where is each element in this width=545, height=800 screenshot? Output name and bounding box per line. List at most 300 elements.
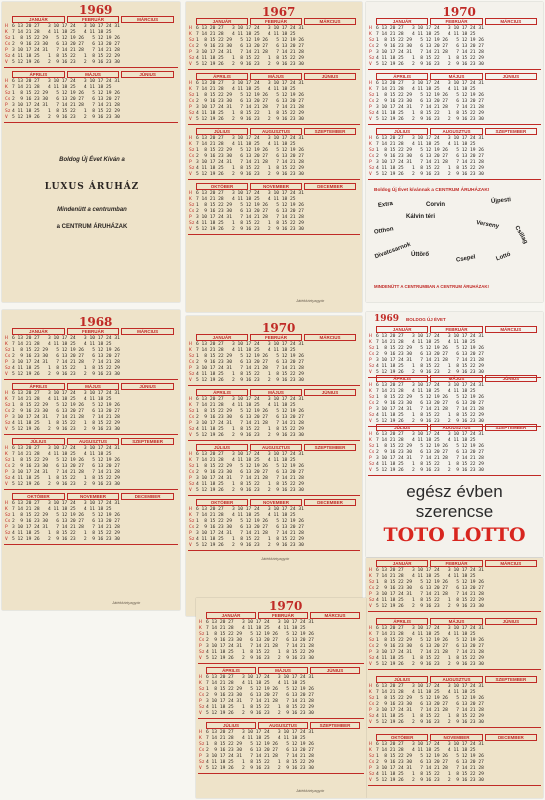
date-row: 4 11 18 25 1 8 15 22 1 8 15 22 29 [12,421,120,426]
date-grid [12,24,120,66]
month-header: OKTÓBER [196,183,248,190]
month-header: AUGUSZTUS [258,722,308,729]
slogan-line-1: egész évben [406,482,503,501]
month-header: DECEMBER [304,183,356,190]
month-header: JÚNIUS [485,73,537,80]
date-row: 7 14 21 28 4 11 18 25 4 11 18 25 [206,626,306,631]
weekday-letter: P [189,160,192,165]
month-header: FEBRUÁR [67,16,120,23]
month-header: FEBRUÁR [430,18,482,25]
calendar-card-1969-luxus [2,2,180,302]
store-name-word: Extra [377,200,394,210]
store-name-word: Otthon [373,226,395,236]
date-row: 5 12 19 26 2 9 16 23 2 9 16 23 30 [196,488,304,493]
calendar-year: 1970 [269,599,303,613]
maker-label: Játékkártyagyár [261,556,290,561]
month-header: JANUÁR [12,328,65,335]
date-grid [196,452,304,494]
month-header: JÚNIUS [121,383,174,390]
weekday-letter: Cs [199,748,205,753]
weekday-letter: H [369,432,372,437]
date-row: 2 9 16 23 30 6 13 20 27 6 13 20 27 [12,519,120,524]
weekday-letter: K [369,142,372,147]
date-row: 6 13 20 27 3 10 17 24 3 10 17 24 31 [376,626,484,631]
date-row: 1 8 15 22 29 5 12 19 26 5 12 19 26 [376,696,484,701]
date-grid [196,136,304,178]
date-row: 4 11 18 25 1 8 15 22 1 8 15 22 29 [206,650,314,655]
weekday-letter: P [199,754,202,759]
weekday-letter: K [5,507,8,512]
weekday-letter: Cs [5,409,11,414]
weekday-letter: K [5,342,8,347]
weekday-column [189,397,195,439]
weekday-letter: Cs [369,352,375,357]
weekday-letter: V [369,419,372,424]
month-header: ÁPRILIS [196,73,248,80]
date-row: 7 14 21 28 4 11 18 25 4 11 18 25 [206,681,306,686]
date-row: 3 10 17 24 31 7 14 21 28 7 14 21 28 [196,105,304,110]
weekday-letter: V [189,62,192,67]
month-header: NOVEMBER [67,493,120,500]
weekday-column [369,383,375,425]
date-row: 1 8 15 22 29 5 12 19 26 5 12 19 26 [376,395,484,400]
weekday-letter: Cs [369,44,375,49]
weekday-letter: K [369,632,372,637]
weekday-letter: P [5,48,8,53]
date-row: 4 11 18 25 1 8 15 22 1 8 15 22 29 [196,372,304,377]
date-row: 5 12 19 26 2 9 16 23 2 9 16 23 30 [196,117,304,122]
weekday-column [5,24,11,66]
weekday-letter: Cs [189,99,195,104]
calendar-year: 1968 [79,315,113,329]
month-header: JÚNIUS [485,618,537,625]
divider [188,69,360,70]
weekday-letter: V [199,711,202,716]
date-row: 5 12 19 26 2 9 16 23 2 9 16 23 30 [206,656,314,661]
month-header: MÁJUS [258,667,308,674]
month-header: ÁPRILIS [376,618,428,625]
weekday-column [189,81,195,123]
weekday-letter: K [369,438,372,443]
weekday-letter: V [369,468,372,473]
month-header: SZEPTEMBER [304,128,356,135]
date-row: 6 13 20 27 3 10 17 24 3 10 17 24 31 [196,26,304,31]
date-row: 6 13 20 27 3 10 17 24 3 10 17 24 31 [376,742,484,747]
weekday-letter: Sz [369,714,375,719]
weekday-letter: Sz [199,687,205,692]
weekday-letter: Cs [189,360,195,365]
weekday-letter: P [369,358,372,363]
date-row: 3 10 17 24 31 7 14 21 28 7 14 21 28 [376,708,484,713]
weekday-letter: Sz [189,482,195,487]
date-row: 6 13 20 27 3 10 17 24 3 10 17 24 31 [12,391,120,396]
month-header: JÚNIUS [304,389,356,396]
weekday-letter: Sz [369,638,375,643]
date-row: 1 8 15 22 29 5 12 19 26 5 12 19 26 [196,354,304,359]
weekday-letter: Sz [189,464,195,469]
month-header: SZEPTEMBER [304,444,356,451]
date-row: 3 10 17 24 31 7 14 21 28 7 14 21 28 [206,699,314,704]
month-header: FEBRUÁR [430,326,482,333]
date-row: 5 12 19 26 2 9 16 23 2 9 16 23 30 [12,537,120,542]
weekday-letter: V [189,543,192,548]
date-row: 1 8 15 22 29 5 12 19 26 5 12 19 26 [376,444,484,449]
weekday-letter: H [189,507,192,512]
weekday-column [369,626,375,668]
weekday-letter: Sz [369,754,375,759]
month-header: AUGUSZTUS [430,676,482,683]
weekday-letter: Sz [5,366,11,371]
weekday-letter: Sz [189,409,195,414]
weekday-letter: H [199,675,202,680]
weekday-letter: Cs [369,760,375,765]
weekday-column [369,432,375,474]
weekday-letter: Sz [199,742,205,747]
weekday-letter: Sz [189,537,195,542]
date-grid [196,191,304,233]
weekday-letter: K [5,30,8,35]
month-header: FEBRUÁR [250,18,302,25]
divider [4,544,178,545]
maker-label: Játékkártyagyár [112,600,141,605]
weekday-letter: P [369,160,372,165]
weekday-letter: V [5,60,8,65]
weekday-letter: K [369,389,372,394]
weekday-letter: Cs [369,154,375,159]
month-header: ÁPRILIS [376,375,428,382]
weekday-letter: Sz [5,421,11,426]
weekday-letter: K [369,32,372,37]
weekday-letter: Sz [5,476,11,481]
weekday-letter: P [189,531,192,536]
date-row: 7 14 21 28 4 11 18 25 4 11 18 25 [196,87,296,92]
divider [188,124,360,125]
date-row: 6 13 20 27 3 10 17 24 3 10 17 24 31 [376,26,484,31]
weekday-column [199,730,205,772]
month-header: JÚNIUS [310,667,360,674]
divider [368,669,541,670]
weekday-letter: P [189,421,192,426]
date-row: 4 11 18 25 1 8 15 22 1 8 15 22 29 [196,56,304,61]
weekday-letter: Cs [189,209,195,214]
calendar-card-1968 [2,310,180,610]
weekday-letter: K [199,736,202,741]
month-header: MÁJUS [430,375,482,382]
weekday-letter: Sz [189,427,195,432]
date-row: 5 12 19 26 2 9 16 23 2 9 16 23 30 [196,227,304,232]
date-grid [376,684,484,726]
date-row: 2 9 16 23 30 6 13 20 27 6 13 20 27 [376,99,484,104]
month-header: NOVEMBER [250,499,302,506]
weekday-letter: H [189,452,192,457]
weekday-letter: Sz [5,109,11,114]
date-row: 1 8 15 22 29 5 12 19 26 5 12 19 26 [196,464,304,469]
date-row: 3 10 17 24 31 7 14 21 28 7 14 21 28 [206,644,314,649]
date-grid [196,81,304,123]
month-header: SZEPTEMBER [485,676,537,683]
date-row: 7 14 21 28 4 11 18 25 4 11 18 25 [376,32,476,37]
weekday-column [5,391,11,433]
weekday-letter: P [369,708,372,713]
weekday-letter: H [189,81,192,86]
calendar-year: 1970 [262,321,296,335]
date-row: 5 12 19 26 2 9 16 23 2 9 16 23 30 [376,778,484,783]
weekday-letter: H [189,397,192,402]
month-header: JANUÁR [376,326,428,333]
date-row: 4 11 18 25 1 8 15 22 1 8 15 22 29 [376,166,484,171]
divider [4,379,178,380]
date-row: 6 13 20 27 3 10 17 24 3 10 17 24 31 [376,684,484,689]
divider [368,179,541,180]
month-header: FEBRUÁR [258,612,308,619]
calendar-card-1969-toto-lotto [366,312,543,557]
date-row: 3 10 17 24 31 7 14 21 28 7 14 21 28 [376,160,484,165]
date-row: 3 10 17 24 31 7 14 21 28 7 14 21 28 [12,470,120,475]
date-grid [12,501,120,543]
month-header: JÚLIUS [376,424,428,431]
date-row: 1 8 15 22 29 5 12 19 26 5 12 19 26 [376,754,484,759]
weekday-letter: P [5,360,8,365]
date-row: 4 11 18 25 1 8 15 22 1 8 15 22 29 [376,598,484,603]
month-header: MÁRCIUS [304,18,356,25]
date-row: 5 12 19 26 2 9 16 23 2 9 16 23 30 [206,766,314,771]
date-row: 6 13 20 27 3 10 17 24 3 10 17 24 31 [376,568,484,573]
store-name-word: Kálvin téri [406,214,436,220]
date-row: 2 9 16 23 30 6 13 20 27 6 13 20 27 [376,760,484,765]
month-header: JÚNIUS [485,375,537,382]
month-header: AUGUSZTUS [67,438,120,445]
weekday-letter: V [5,115,8,120]
weekday-letter: V [199,766,202,771]
month-header: JÚNIUS [304,73,356,80]
slogan-text: Mindenütt a centrumban [57,207,127,213]
store-name-word: Verseny [475,220,500,230]
weekday-letter: P [189,366,192,371]
weekday-letter: V [199,656,202,661]
store-name-word: Csepel [455,254,477,264]
month-header: JÚLIUS [12,438,65,445]
weekday-letter: Sz [189,38,195,43]
date-row: 1 8 15 22 29 5 12 19 26 5 12 19 26 [12,91,120,96]
weekday-letter: V [189,433,192,438]
date-row: 3 10 17 24 31 7 14 21 28 7 14 21 28 [376,766,484,771]
date-row: 1 8 15 22 29 5 12 19 26 5 12 19 26 [12,403,120,408]
date-row: 6 13 20 27 3 10 17 24 3 10 17 24 31 [12,79,120,84]
date-row: 1 8 15 22 29 5 12 19 26 5 12 19 26 [376,580,484,585]
month-header: JÚLIUS [376,676,428,683]
weekday-letter: V [369,370,372,375]
date-row: 4 11 18 25 1 8 15 22 1 8 15 22 29 [376,413,484,418]
date-row: 5 12 19 26 2 9 16 23 2 9 16 23 30 [196,172,304,177]
divider [188,495,360,496]
divider [188,550,360,551]
date-row: 2 9 16 23 30 6 13 20 27 6 13 20 27 [376,450,484,455]
weekday-letter: K [369,748,372,753]
date-row: 3 10 17 24 31 7 14 21 28 7 14 21 28 [376,650,484,655]
date-row: 4 11 18 25 1 8 15 22 1 8 15 22 29 [376,656,484,661]
weekday-letter: Cs [5,519,11,524]
date-row: 2 9 16 23 30 6 13 20 27 6 13 20 27 [376,586,484,591]
date-row: 3 10 17 24 31 7 14 21 28 7 14 21 28 [376,407,484,412]
weekday-letter: Sz [5,458,11,463]
weekday-letter: Cs [5,354,11,359]
date-row: 5 12 19 26 2 9 16 23 2 9 16 23 30 [376,172,484,177]
date-row: 3 10 17 24 31 7 14 21 28 7 14 21 28 [196,531,304,536]
weekday-letter: P [189,50,192,55]
date-row: 1 8 15 22 29 5 12 19 26 5 12 19 26 [12,36,120,41]
weekday-letter: V [5,537,8,542]
month-header: SZEPTEMBER [121,438,174,445]
date-row: 6 13 20 27 3 10 17 24 3 10 17 24 31 [196,81,304,86]
weekday-column [5,79,11,121]
ad-footer: MINDENÜTT A CENTRUMBAN A CENTRUM ÁRUHÁZAK! [374,284,489,289]
weekday-column [189,452,195,494]
weekday-letter: V [369,662,372,667]
weekday-letter: H [369,684,372,689]
date-row: 6 13 20 27 3 10 17 24 3 10 17 24 31 [376,432,484,437]
weekday-letter: V [5,427,8,432]
calendar-card-1969-partial [366,558,543,798]
divider [198,663,364,664]
date-row: 5 12 19 26 2 9 16 23 2 9 16 23 30 [12,482,120,487]
weekday-letter: H [369,626,372,631]
weekday-letter: V [369,62,372,67]
weekday-letter: Sz [189,148,195,153]
date-row: 2 9 16 23 30 6 13 20 27 6 13 20 27 [376,401,484,406]
weekday-letter: Sz [369,580,375,585]
date-row: 7 14 21 28 4 11 18 25 4 11 18 25 [206,736,306,741]
greeting-label: BOLDOG ÚJ ÉVET [406,317,446,322]
weekday-letter: K [369,690,372,695]
month-header: MÁJUS [430,73,482,80]
weekday-column [189,507,195,549]
date-row: 5 12 19 26 2 9 16 23 2 9 16 23 30 [12,115,120,120]
store-name-word: Corvin [426,202,446,208]
date-row: 7 14 21 28 4 11 18 25 4 11 18 25 [196,197,296,202]
date-row: 7 14 21 28 4 11 18 25 4 11 18 25 [196,403,296,408]
weekday-letter: K [369,574,372,579]
weekday-letter: K [5,452,8,457]
weekday-letter: Cs [369,702,375,707]
month-header: JÚLIUS [196,128,248,135]
date-row: 6 13 20 27 3 10 17 24 3 10 17 24 31 [12,24,120,29]
date-row: 6 13 20 27 3 10 17 24 3 10 17 24 31 [196,397,304,402]
date-row: 3 10 17 24 31 7 14 21 28 7 14 21 28 [206,754,314,759]
date-row: 1 8 15 22 29 5 12 19 26 5 12 19 26 [206,687,314,692]
date-row: 7 14 21 28 4 11 18 25 4 11 18 25 [376,690,476,695]
date-grid [376,26,484,68]
date-row: 1 8 15 22 29 5 12 19 26 5 12 19 26 [12,513,120,518]
weekday-letter: H [5,336,8,341]
weekday-letter: Cs [199,693,205,698]
date-row: 5 12 19 26 2 9 16 23 2 9 16 23 30 [196,433,304,438]
maker-label: Játékkártyagyár [296,788,325,793]
date-row: 5 12 19 26 2 9 16 23 2 9 16 23 30 [376,117,484,122]
weekday-letter: Sz [189,221,195,226]
date-row: 6 13 20 27 3 10 17 24 3 10 17 24 31 [206,620,314,625]
weekday-letter: H [5,79,8,84]
date-row: 5 12 19 26 2 9 16 23 2 9 16 23 30 [12,60,120,65]
weekday-letter: H [189,136,192,141]
weekday-letter: H [199,620,202,625]
date-row: 4 11 18 25 1 8 15 22 1 8 15 22 29 [12,109,120,114]
weekday-letter: V [189,488,192,493]
weekday-letter: K [369,87,372,92]
date-row: 3 10 17 24 31 7 14 21 28 7 14 21 28 [196,50,304,55]
calendar-card-1970-bottom [196,598,366,798]
date-row: 2 9 16 23 30 6 13 20 27 6 13 20 27 [196,470,304,475]
date-row: 2 9 16 23 30 6 13 20 27 6 13 20 27 [196,99,304,104]
date-row: 6 13 20 27 3 10 17 24 3 10 17 24 31 [196,136,304,141]
date-row: 6 13 20 27 3 10 17 24 3 10 17 24 31 [206,730,314,735]
weekday-letter: K [199,681,202,686]
date-row: 5 12 19 26 2 9 16 23 2 9 16 23 30 [376,662,484,667]
date-row: 5 12 19 26 2 9 16 23 2 9 16 23 30 [376,604,484,609]
month-header: DECEMBER [485,734,537,741]
date-grid [376,568,484,610]
divider [188,234,360,235]
date-row: 3 10 17 24 31 7 14 21 28 7 14 21 28 [12,415,120,420]
month-header: JÚLIUS [376,128,428,135]
date-row: 7 14 21 28 4 11 18 25 4 11 18 25 [376,748,476,753]
weekday-letter: V [189,227,192,232]
weekday-letter: Sz [5,403,11,408]
weekday-letter: Cs [189,415,195,420]
weekday-letter: P [189,215,192,220]
date-row: 1 8 15 22 29 5 12 19 26 5 12 19 26 [376,148,484,153]
weekday-letter: P [369,650,372,655]
date-row: 7 14 21 28 4 11 18 25 4 11 18 25 [196,458,296,463]
date-row: 6 13 20 27 3 10 17 24 3 10 17 24 31 [196,342,304,347]
weekday-letter: H [369,383,372,388]
weekday-letter: V [369,117,372,122]
weekday-letter: Sz [199,650,205,655]
date-row: 3 10 17 24 31 7 14 21 28 7 14 21 28 [12,525,120,530]
date-row: 5 12 19 26 2 9 16 23 2 9 16 23 30 [196,543,304,548]
weekday-column [5,501,11,543]
weekday-letter: Sz [369,656,375,661]
date-grid [196,26,304,68]
month-header: FEBRUÁR [430,560,482,567]
divider [368,124,541,125]
store-name-word: Újpesti [490,197,512,205]
date-grid [196,342,304,384]
divider [368,475,541,476]
date-grid [206,675,314,717]
weekday-letter: Cs [369,99,375,104]
date-row: 1 8 15 22 29 5 12 19 26 5 12 19 26 [12,458,120,463]
weekday-letter: Sz [369,772,375,777]
calendar-card-1967 [186,2,362,312]
date-row: 7 14 21 28 4 11 18 25 4 11 18 25 [12,342,112,347]
date-grid [196,397,304,439]
weekday-letter: K [189,458,192,463]
date-row: 7 14 21 28 4 11 18 25 4 11 18 25 [12,452,112,457]
date-row: 1 8 15 22 29 5 12 19 26 5 12 19 26 [196,519,304,524]
weekday-column [189,26,195,68]
weekday-letter: Sz [369,413,375,418]
month-header: DECEMBER [121,493,174,500]
date-row: 1 8 15 22 29 5 12 19 26 5 12 19 26 [376,638,484,643]
date-row: 7 14 21 28 4 11 18 25 4 11 18 25 [12,85,112,90]
date-grid [12,336,120,378]
month-header: NOVEMBER [430,734,482,741]
date-row: 4 11 18 25 1 8 15 22 1 8 15 22 29 [376,111,484,116]
date-row: 7 14 21 28 4 11 18 25 4 11 18 25 [376,438,476,443]
month-header: MÁJUS [250,389,302,396]
weekday-column [369,81,375,123]
date-row: 4 11 18 25 1 8 15 22 1 8 15 22 29 [12,54,120,59]
